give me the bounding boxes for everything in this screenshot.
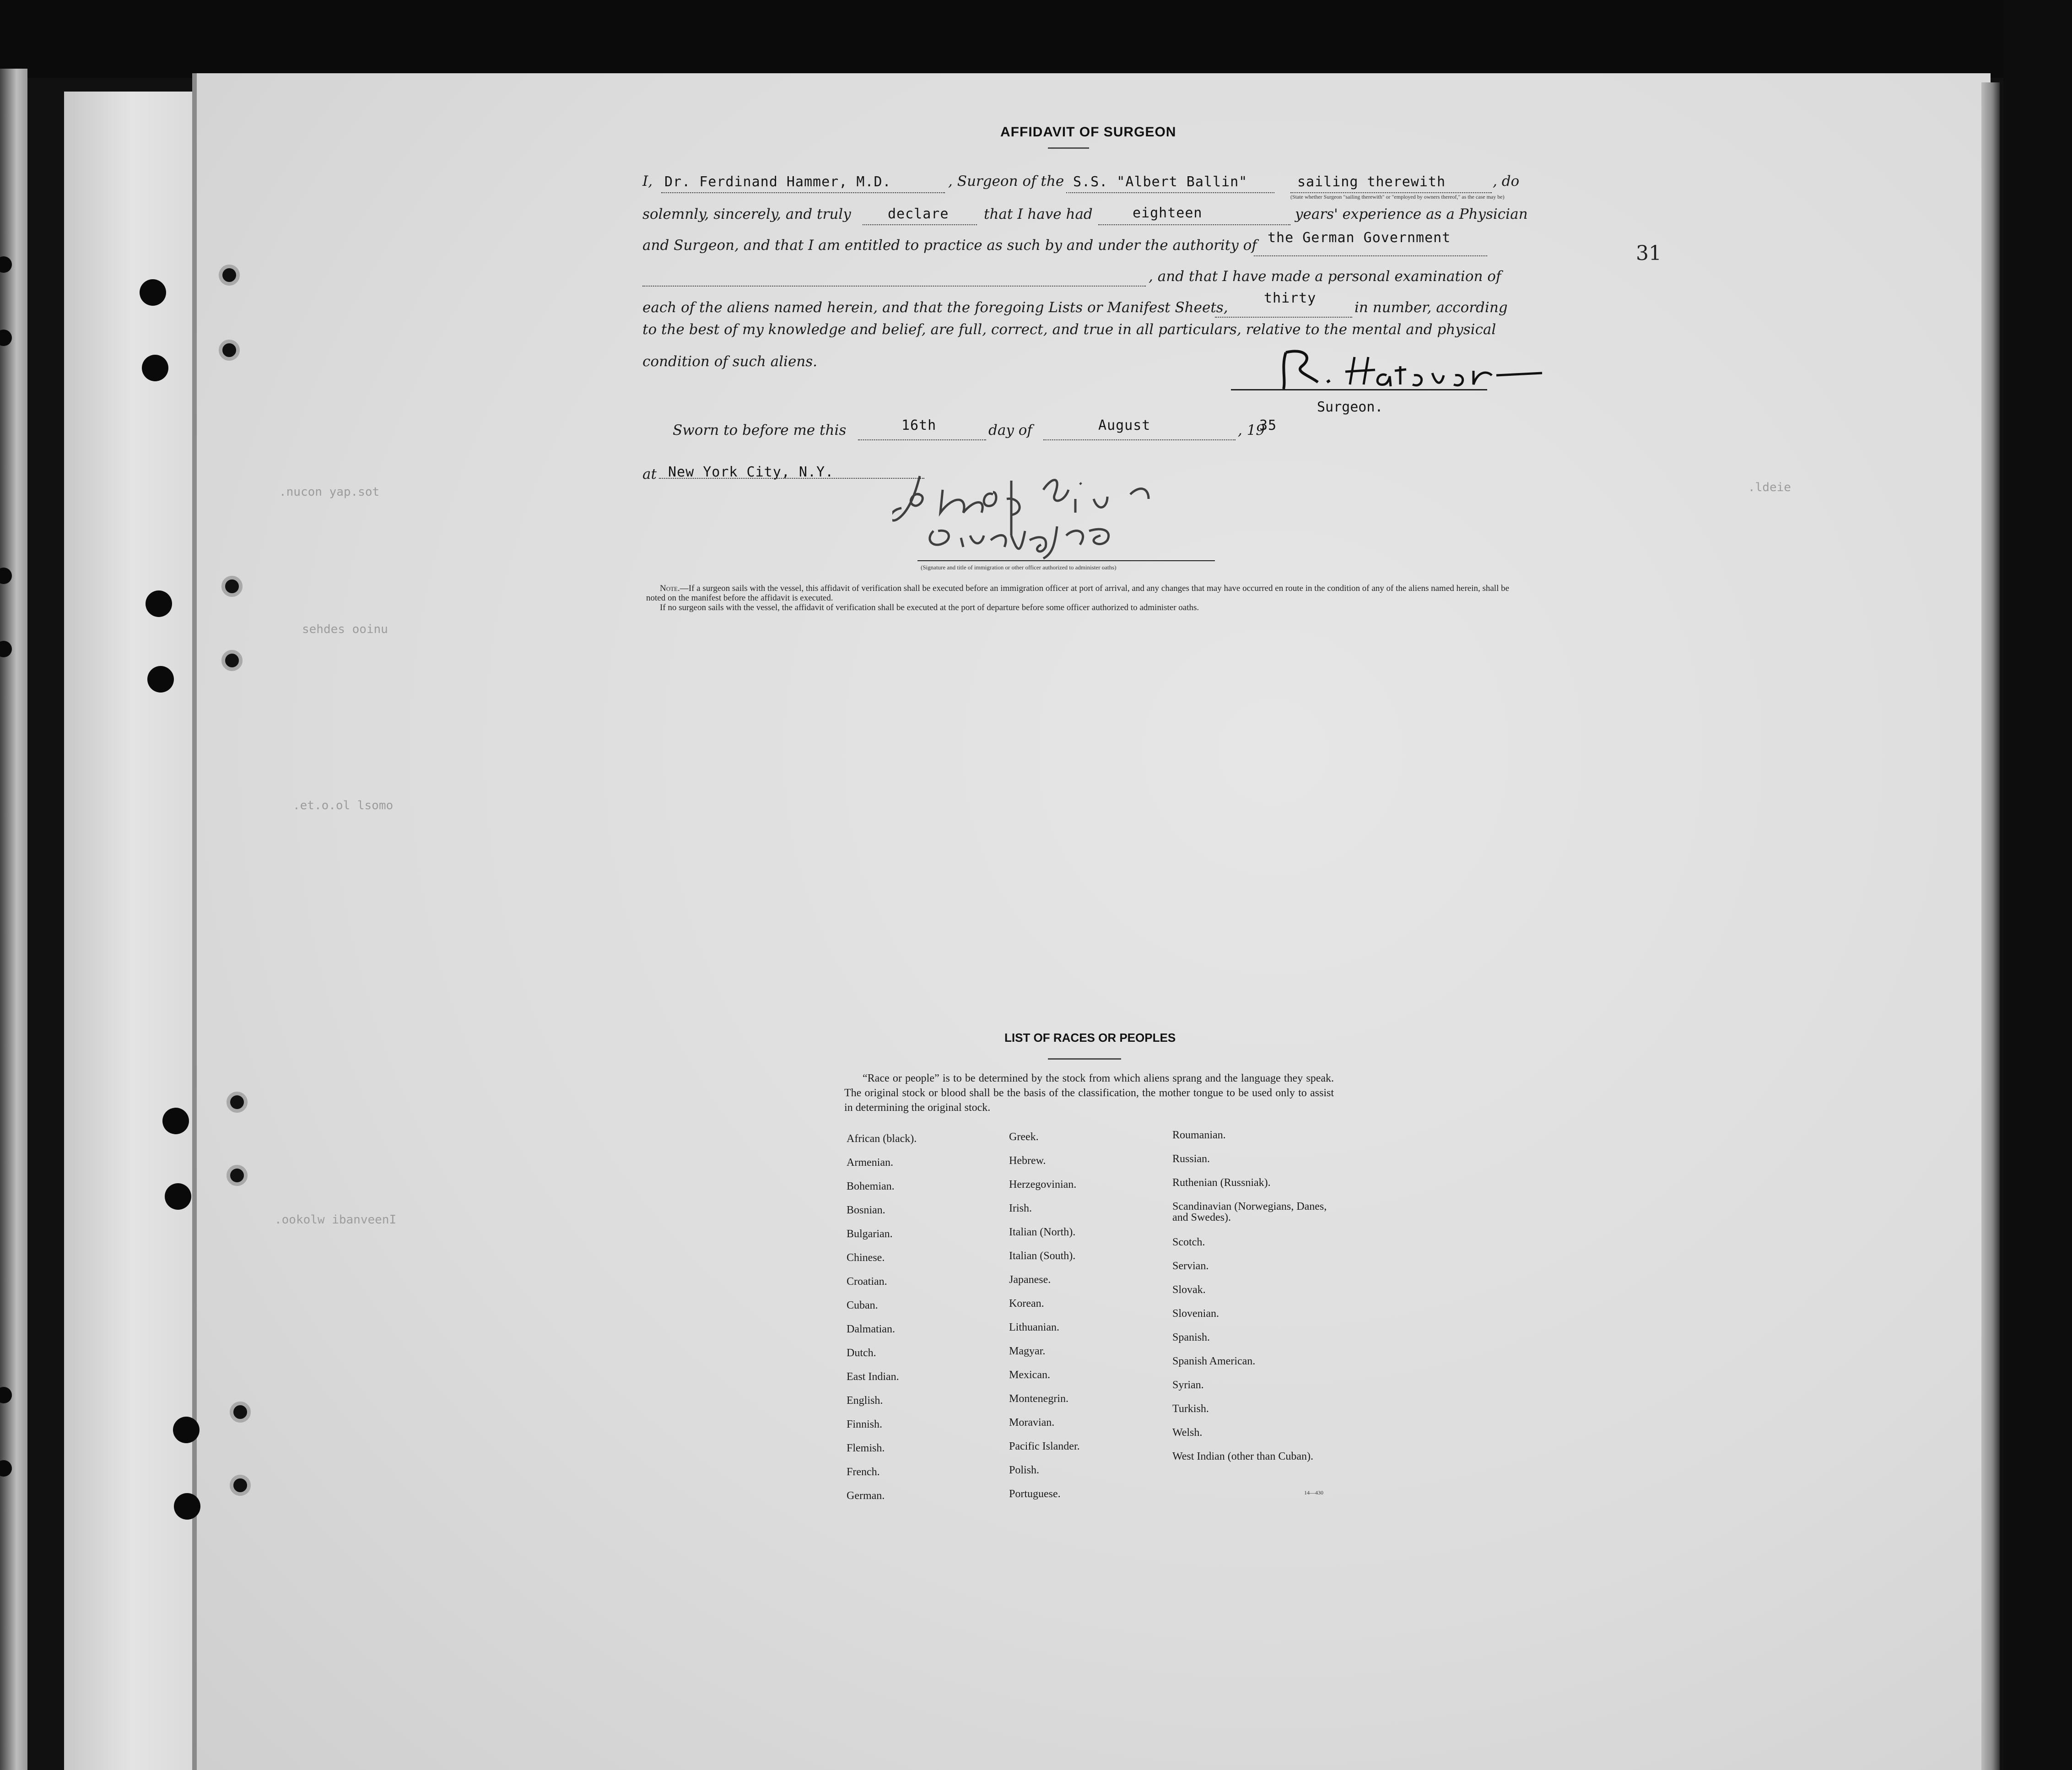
race-item: Roumanian. [1172,1129,1226,1141]
line2-mid: that I have had [984,206,1093,222]
reinforcement-ring [230,1475,251,1496]
race-item: Scotch. [1172,1236,1205,1248]
races-title: LIST OF RACES OR PEOPLES [1004,1031,1176,1045]
race-item: Chinese. [847,1252,885,1264]
races-column-1 [847,1133,998,1514]
ship-blank [1066,192,1274,193]
status-instruction: (State whether Surgeon "sailing therewith" or "employed by owners thereof," as the case may be) [1290,194,1505,200]
race-item: Flemish. [847,1442,885,1454]
race-item: Hebrew. [1009,1155,1046,1167]
race-item: Welsh. [1172,1427,1203,1439]
note-first: —If a surgeon sails with the vessel, this affidavit of verification shall be executed before an immigration officer at port of arrival, and any changes that may have occurred en route in the condition of any of the aliens named herein, shall be noted on the manifest before the affidavit is executed. [646,584,1510,603]
note-block [646,584,1529,612]
sworn-day: 16th [901,417,937,433]
race-item: Pacific Islander. [1009,1440,1080,1452]
years-experience: eighteen [1133,205,1203,221]
officer-signature [892,471,1222,563]
race-item: Bosnian. [847,1204,885,1216]
race-item: Japanese. [1009,1274,1051,1286]
sworn-year: 35 [1259,417,1277,433]
declare-blank [863,224,977,225]
sworn-month: August [1098,417,1151,433]
race-item: Ruthenian (Russniak). [1172,1177,1271,1189]
race-item: Italian (South). [1009,1250,1076,1262]
bleed-through-text: .ookolw ibanveenI [275,1213,397,1227]
surgeon-signature [1277,339,1560,394]
officer-signature-line [917,560,1215,561]
sheet-number: 31 [1636,242,1662,265]
title-underline [1048,147,1089,149]
line5-suffix: in number, according [1354,299,1508,316]
note-second: If no surgeon sails with the vessel, the affidavit of verification shall be executed at the port of departure before some officer authorized to administer oaths. [660,603,1199,612]
scan-border-right [2003,0,2072,1770]
sworn-mid: day of [988,422,1032,438]
race-item: Irish. [1009,1202,1032,1214]
races-column-3 [1172,1130,1342,1475]
race-item: Syrian. [1172,1379,1204,1391]
race-item: Portuguese. [1009,1488,1061,1500]
month-blank [1043,439,1236,440]
reinforcement-ring [227,1165,248,1186]
line5-prefix: each of the aliens named herein, and that the foregoing Lists or Manifest Sheets, [642,299,1228,316]
binding-hole [142,355,168,381]
race-item: West Indian (other than Cuban). [1172,1451,1313,1462]
authority-blank [1254,255,1487,256]
note-label: Note. [660,584,680,593]
bleed-through-text: .nucon yap.sot [279,485,380,499]
line1-suffix: , do [1493,173,1520,189]
place-prefix: at [642,466,657,482]
binding-hole [173,1417,200,1443]
reinforcement-ring [221,650,243,671]
sheet-count: thirty [1264,290,1317,306]
day-blank [858,439,986,440]
ship-name: S.S. "Albert Ballin" [1073,174,1248,190]
race-item: East Indian. [847,1371,899,1383]
race-item: Korean. [1009,1298,1044,1310]
race-item: Bohemian. [847,1180,895,1192]
race-item: Magyar. [1009,1345,1046,1357]
line7: condition of such aliens. [642,353,818,370]
race-item: Spanish American. [1172,1355,1256,1367]
authority-continued-blank [642,286,1146,287]
race-item: Greek. [1009,1131,1039,1143]
sheets-blank [1215,317,1352,318]
form-code: 14—430 [1304,1489,1323,1496]
binding-hole [162,1108,189,1134]
race-item: Slovak. [1172,1284,1206,1296]
race-item: Moravian. [1009,1417,1055,1429]
line3-prefix: and Surgeon, and that I am entitled to practice as such by and under the authority of [642,237,1257,254]
race-item: Croatian. [847,1276,887,1288]
race-item: Lithuanian. [1009,1321,1059,1333]
binding-hole [174,1493,200,1520]
binding-hole [147,666,174,693]
race-item: Turkish. [1172,1403,1209,1415]
line1-mid: , Surgeon of the [948,173,1064,189]
line1-prefix: I, [642,173,653,189]
binding-hole [165,1183,191,1210]
status-blank [1290,192,1492,193]
race-item: Armenian. [847,1157,893,1169]
reinforcement-ring [227,1092,248,1113]
race-item: Cuban. [847,1299,878,1311]
binding-hole [146,590,172,617]
reinforcement-ring [219,340,240,361]
surgeon-label: Surgeon. [1317,399,1383,415]
bleed-through-text: sehdes ooinu [302,622,388,636]
race-item: Servian. [1172,1260,1209,1272]
race-item: Herzegovinian. [1009,1179,1077,1191]
race-item: Montenegrin. [1009,1393,1068,1405]
race-item: Mexican. [1009,1369,1050,1381]
line2-suffix: years' experience as a Physician [1295,206,1528,222]
bleed-through-text: .et.o.ol lsomo [293,799,394,812]
race-item: Bulgarian. [847,1228,893,1240]
line2-prefix: solemnly, sincerely, and truly [642,206,851,222]
race-item: Slovenian. [1172,1308,1219,1320]
binding-hole [140,279,166,306]
declare-word: declare [888,206,949,222]
affidavit-title: AFFIDAVIT OF SURGEON [1000,124,1176,140]
race-item: Spanish. [1172,1332,1210,1343]
reinforcement-ring [219,265,240,286]
race-item: German. [847,1490,885,1502]
reinforcement-ring [230,1402,251,1423]
race-item: Scandinavian (Norwegians, Danes, and Swedes). [1172,1201,1327,1223]
races-intro: “Race or people” is to be determined by the stock from which aliens sprang and the language they speak. The original stock or blood shall be the basis of the classification, the mother tongue to be used only to assist in determining the original stock. [844,1072,1334,1114]
line4-suffix: , and that I have made a personal examination of [1149,268,1501,285]
adjacent-page-edge [0,69,27,1770]
race-item: Dalmatian. [847,1323,895,1335]
races-column-2 [1009,1131,1160,1512]
race-item: Italian (North). [1009,1226,1076,1238]
years-blank [1098,224,1290,225]
page-right-edge [1981,82,2000,1770]
races-title-underline [1048,1058,1121,1060]
surgeon-name: Dr. Ferdinand Hammer, M.D. [664,174,891,190]
surgeon-status: sailing therewith [1297,174,1446,190]
sworn-prefix: Sworn to before me this [673,422,847,438]
race-item: Russian. [1172,1153,1210,1165]
scan-border-top [0,0,2072,78]
bleed-through-text: .ldeie [1748,481,1791,494]
sworn-year-prefix: , 19 [1238,422,1265,438]
reinforcement-ring [221,576,243,597]
surgeon-signature-line [1231,389,1487,390]
line6: to the best of my knowledge and belief, are full, correct, and true in all particulars, relative to the mental and physical [642,321,1496,338]
race-item: English. [847,1395,883,1407]
race-item: Dutch. [847,1347,876,1359]
place-value: New York City, N.Y. [668,464,834,480]
race-item: French. [847,1466,880,1478]
officer-caption: (Signature and title of immigration or other officer authorized to administer oaths) [921,564,1117,571]
surgeon-name-blank [661,192,945,193]
authority: the German Government [1268,230,1451,246]
race-item: African (black). [847,1133,917,1145]
race-item: Finnish. [847,1418,883,1430]
race-item: Polish. [1009,1464,1040,1476]
